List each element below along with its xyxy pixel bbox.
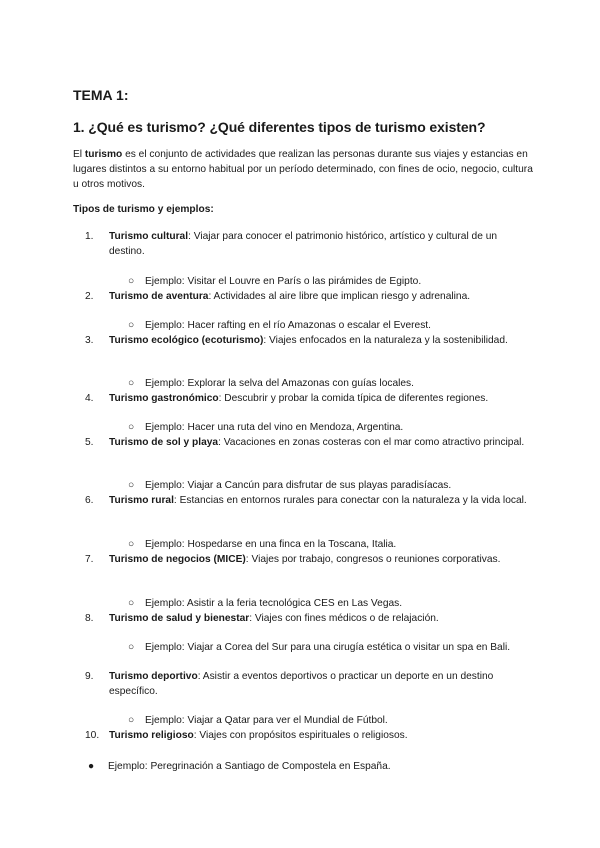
circle-bullet-icon: ○ [128,378,135,389]
example-item [128,537,533,552]
filled-bullet-icon: ● [88,761,95,772]
item-number: 1. [85,231,94,242]
list-item [85,391,535,406]
list-item [85,552,535,567]
example-text: Ejemplo: Asistir a la feria tecnológica CES en Las Vegas. [145,598,403,609]
item-number: 7. [85,554,94,565]
item-desc: : Asistir a eventos deportivos o practicar un deporte en un destino específico. [109,671,494,697]
item-name: Turismo religioso [109,730,194,741]
item-number: 8. [85,613,94,624]
item-name: Turismo ecológico (ecoturismo) [109,335,264,346]
example-item [128,420,533,435]
item-number: 6. [85,495,94,506]
item-name: Turismo de salud y bienestar [109,613,250,624]
item-desc: : Vacaciones en zonas costeras con el mar como atractivo principal. [218,437,525,448]
example-item [128,274,533,289]
example-text: Ejemplo: Viajar a Qatar para ver el Mundial de Fútbol. [145,715,388,726]
example-item [128,376,533,391]
intro-term: turismo [84,149,123,160]
item-name: Turismo de sol y playa [109,437,219,448]
item-desc: : Viajes con fines médicos o de relajación. [249,613,439,624]
intro-post: es el conjunto de actividades que realizan las personas durante sus viajes y estancias en lugares distintos a su entorno habitual por un período determinado, con fines de ocio, negocio, cultura u otros motivos. [73,149,533,190]
item-name: Turismo de negocios (MICE) [109,554,246,565]
item-number: 4. [85,393,94,404]
example-text: Ejemplo: Viajar a Cancún para disfrutar de sus playas paradisíacas. [145,480,452,491]
example-item [128,713,533,728]
item-desc: : Viajes por trabajo, congresos o reuniones corporativas. [245,554,501,565]
example-item [128,478,533,493]
item-number: 10. [85,730,100,741]
item-desc: : Estancias en entornos rurales para conectar con la naturaleza y la vida local. [173,495,527,506]
circle-bullet-icon: ○ [128,480,135,491]
item-name: Turismo gastronómico [109,393,219,404]
list-item [85,611,535,626]
list-item [85,333,535,348]
list-item [85,229,535,259]
circle-bullet-icon: ○ [128,715,135,726]
list-item [85,728,535,743]
item-name: Turismo de aventura [109,291,209,302]
list-item [85,435,535,450]
types-heading: Tipos de turismo y ejemplos: [73,204,214,215]
item-number: 2. [85,291,94,302]
circle-bullet-icon: ○ [128,422,135,433]
item-name: Turismo deportivo [109,671,198,682]
item-number: 5. [85,437,94,448]
final-example-text: Ejemplo: Peregrinación a Santiago de Compostela en España. [108,761,391,772]
example-item [128,318,533,333]
circle-bullet-icon: ○ [128,642,135,653]
circle-bullet-icon: ○ [128,276,135,287]
intro-paragraph [73,147,533,192]
example-item [128,596,533,611]
intro-pre: El [73,149,85,160]
example-text: Ejemplo: Explorar la selva del Amazonas con guías locales. [145,378,414,389]
example-text: Ejemplo: Viajar a Corea del Sur para una cirugía estética o visitar un spa en Bali. [145,642,511,653]
item-name: Turismo cultural [109,231,189,242]
item-desc: : Actividades al aire libre que implican riesgo y adrenalina. [208,291,471,302]
question-heading: 1. ¿Qué es turismo? ¿Qué diferentes tipos de turismo existen? [73,119,486,135]
list-item [85,669,535,699]
circle-bullet-icon: ○ [128,539,135,550]
final-example [88,759,391,774]
example-text: Ejemplo: Hacer rafting en el río Amazonas o escalar el Everest. [145,320,431,331]
item-desc: : Viajes enfocados en la naturaleza y la sostenibilidad. [263,335,508,346]
item-number: 9. [85,671,94,682]
item-desc: : Viajes con propósitos espirituales o religiosos. [193,730,408,741]
example-item [128,640,533,655]
circle-bullet-icon: ○ [128,320,135,331]
item-desc: : Descubrir y probar la comida típica de diferentes regiones. [218,393,489,404]
example-text: Ejemplo: Hospedarse en una finca en la Toscana, Italia. [145,539,397,550]
item-name: Turismo rural [109,495,174,506]
example-text: Ejemplo: Hacer una ruta del vino en Mendoza, Argentina. [145,422,404,433]
list-item [85,289,535,304]
item-desc: : Viajar para conocer el patrimonio histórico, artístico y cultural de un destino. [109,231,498,257]
item-number: 3. [85,335,94,346]
tema-heading: TEMA 1: [73,87,129,103]
list-item [85,493,535,508]
example-text: Ejemplo: Visitar el Louvre en París o las pirámides de Egipto. [145,276,422,287]
circle-bullet-icon: ○ [128,598,135,609]
